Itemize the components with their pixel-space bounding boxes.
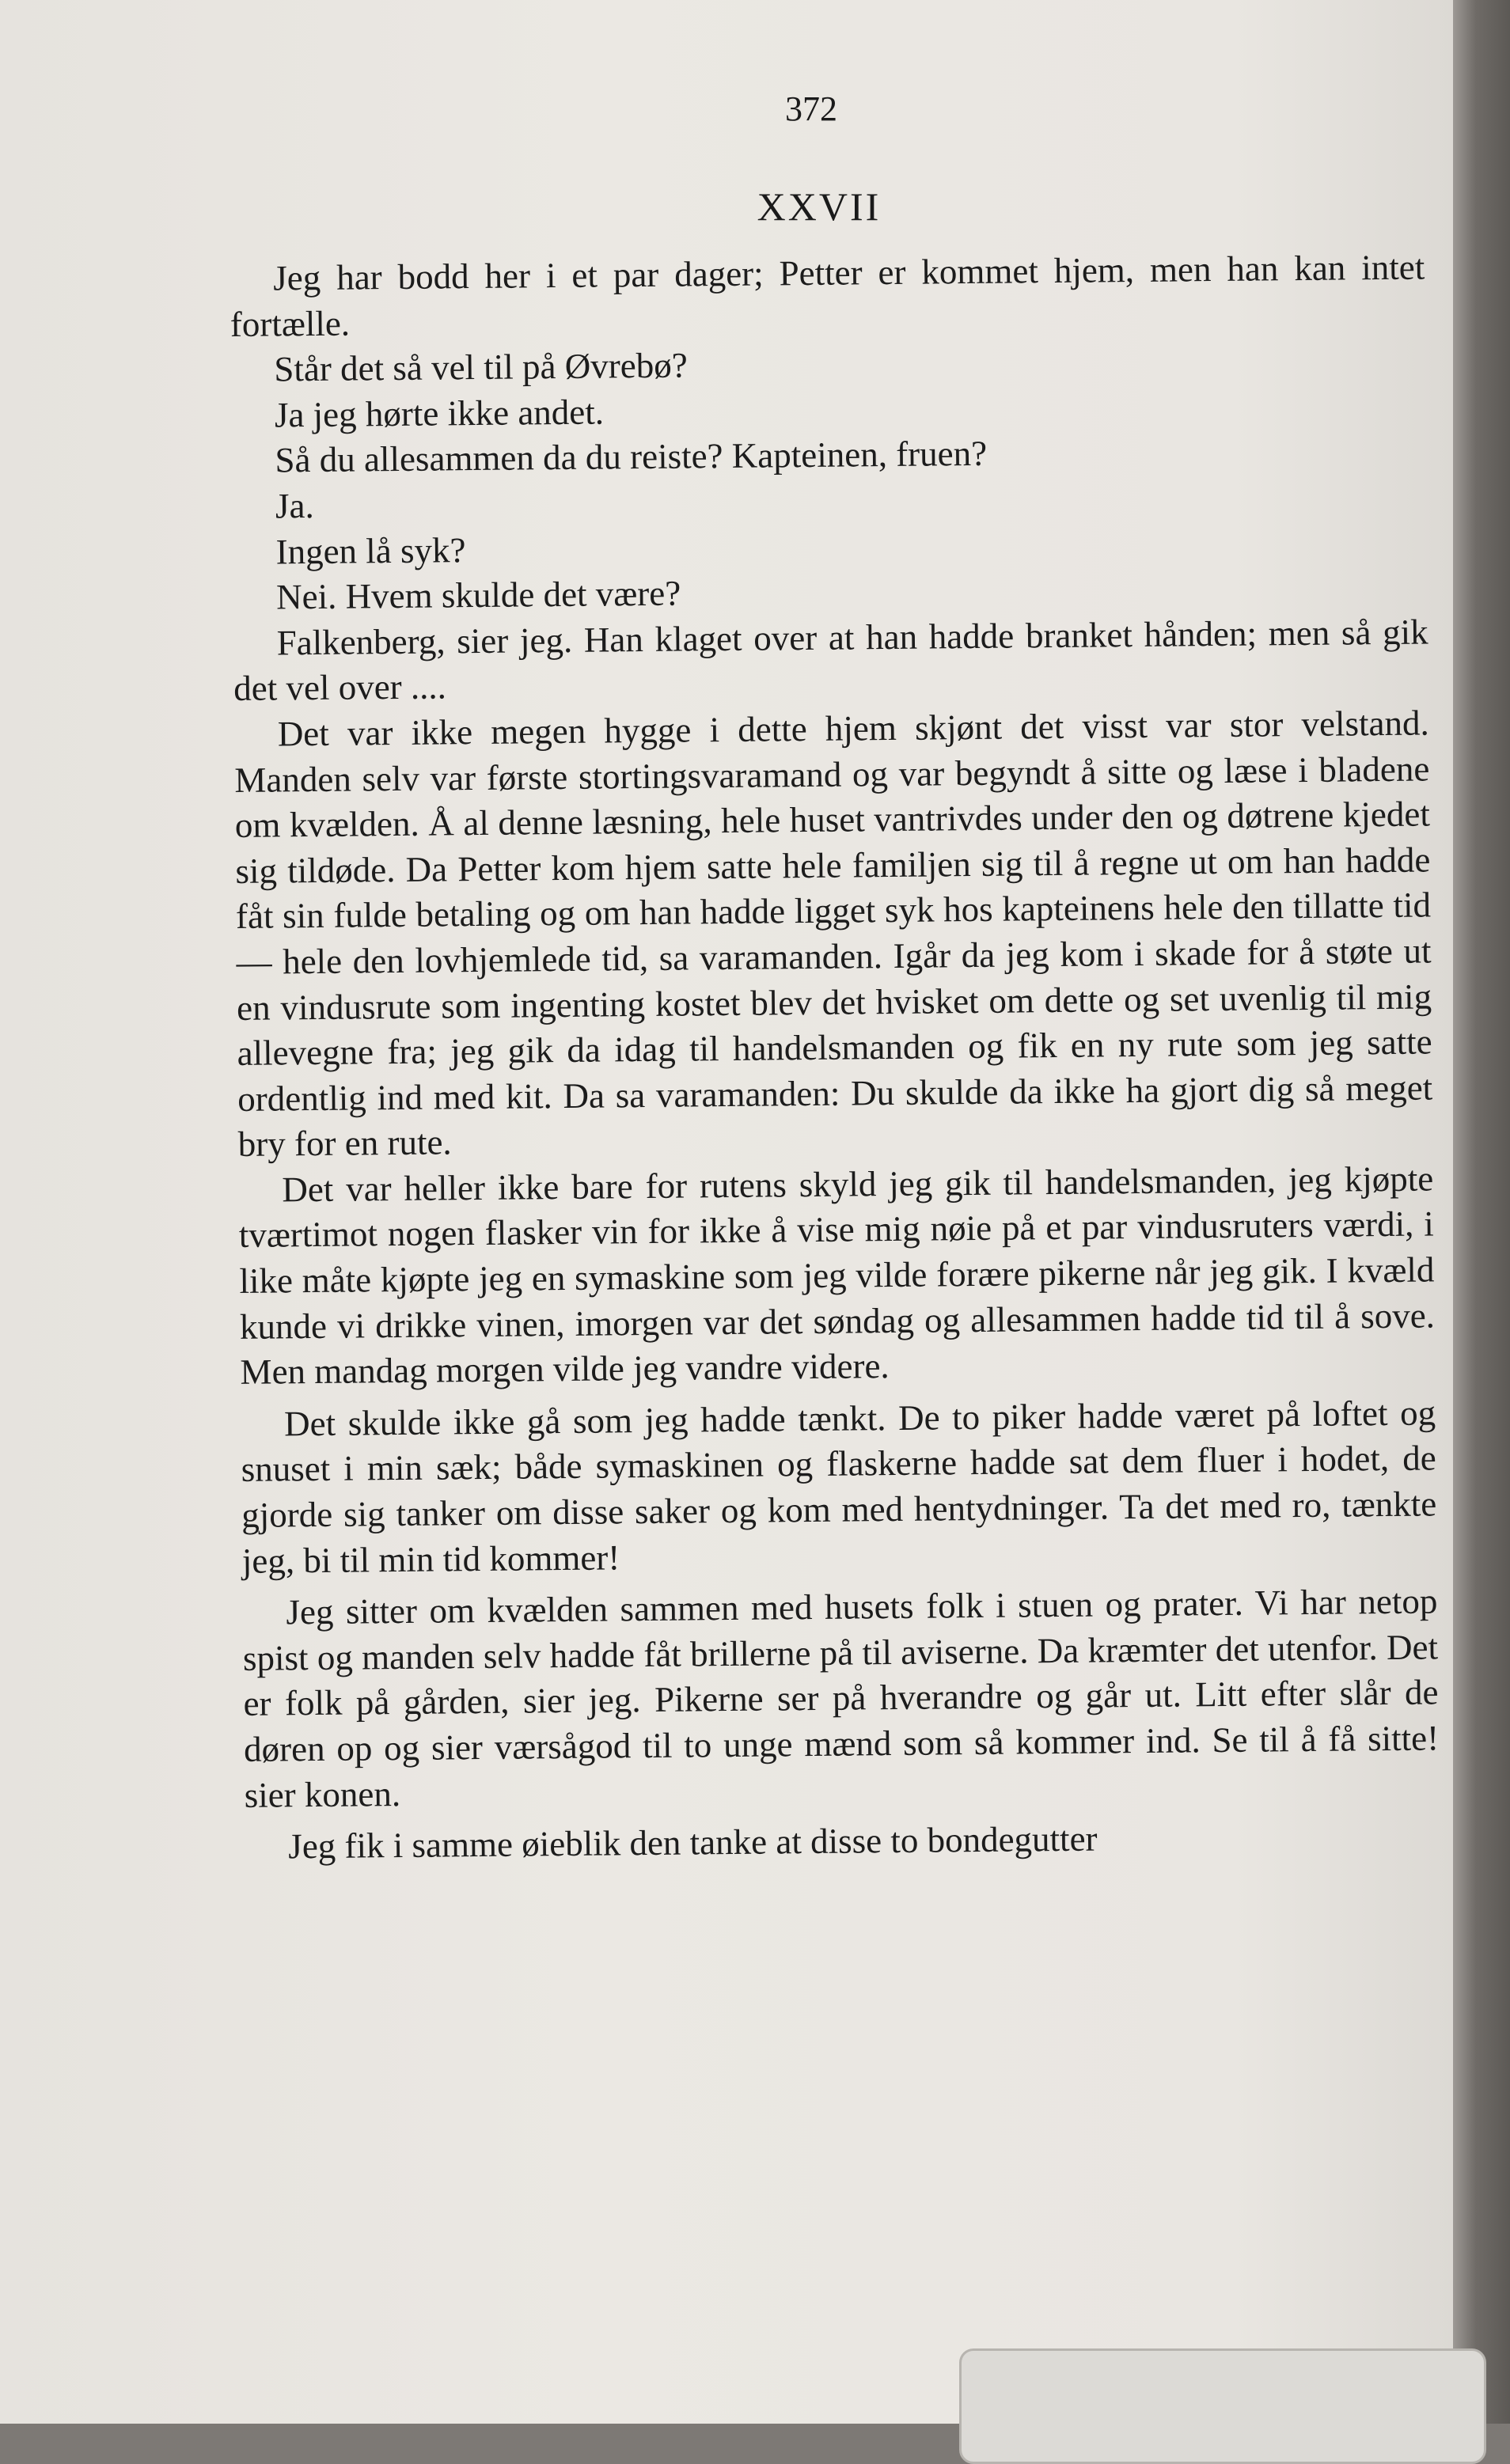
- paragraph: Falkenberg, sier jeg. Han klaget over at han hadde branket hånden; men så gik det vel over ....: [233, 612, 1428, 709]
- paragraph: Nei. Hvem skulde det være?: [275, 573, 681, 617]
- paragraph: Det var ikke megen hygge i dette hjem skjønt det visst var stor velstand. Manden selv var første stortingsvaramand og var begyndt å sitte og læse i bladene om kvælden. Å al denne læsning, hele huset vantrivdes under den og døtrene kjedet sig tildøde. Da Petter kom hjem satte hele familjen sig til å regne ut om han hadde fåt sin fulde betaling og om han hadde ligget syk hos kapteinens hele den tillatte tid — hele den lovhjemlede tid, sa varamanden. Igår da jeg kom i skade for å støte ut en vindusrute som ingenting kostet blev det hvisket om dette og set uvenlig til mig allevegne fra; jeg gik da idag til handelsmanden og fik en ny rute som jeg satte ordentlig ind med kit. Da sa varamanden: Du skulde da ikke ha gjort dig så meget bry for en rute.: [234, 703, 1433, 1165]
- chapter-heading: XXVII: [757, 184, 882, 229]
- paragraph: Står det så vel til på Øvrebø?: [274, 345, 688, 389]
- paragraph: Jeg har bodd her i et par dager; Petter er kommet hjem, men han kan intet fortælle.: [230, 247, 1425, 344]
- adjacent-page-edge: [1453, 0, 1510, 2424]
- paragraph: Så du allesammen da du reiste? Kapteinen, fruen?: [275, 434, 988, 480]
- paragraph: Det var heller ikke bare for rutens skyld jeg gik til handelsmanden, jeg kjøpte tværtimot nogen flasker vin for ikke å vise mig nøie på et par vindusruters værdi, i like måte kjøpte jeg en symaskine som jeg vilde forære pikerne når jeg gik. I kvæld kunde vi drikke vinen, imorgen var det søndag og allesammen hadde tid til å sove. Men mandag morgen vilde jeg vandre videre.: [238, 1158, 1436, 1393]
- page-number: 372: [785, 89, 837, 128]
- paragraph: Jeg sitter om kvælden sammen med husets folk i stuen og prater. Vi har netop spist og manden selv hadde fåt brillerne på til aviserne. Da kræmter det utenfor. Det er folk på gården, sier jeg. Pikerne ser på hverandre og går ut. Litt efter slår de døren op og sier værsågod til to unge mænd som så kommer ind. Se til å få sitte! sier konen.: [242, 1581, 1440, 1815]
- body-text: [230, 245, 1440, 1871]
- paragraph: Jeg fik i samme øieblik den tanke at disse to bondegutter: [288, 1818, 1098, 1867]
- paragraph: Ja.: [275, 485, 315, 526]
- paragraph: Ingen lå syk?: [275, 529, 466, 572]
- paper-label: [959, 2348, 1486, 2464]
- paragraph: Det skulde ikke gå som jeg hadde tænkt. De to piker hadde været på loftet og snuset i min sæk; både symaskinen og flaskerne hadde sat dem fluer i hodet, de gjorde sig tanker om disse saker og kom med hentydninger. Ta det med ro, tænkte jeg, bi til min tid kommer!: [241, 1393, 1437, 1581]
- paragraph: Ja jeg hørte ikke andet.: [274, 392, 605, 435]
